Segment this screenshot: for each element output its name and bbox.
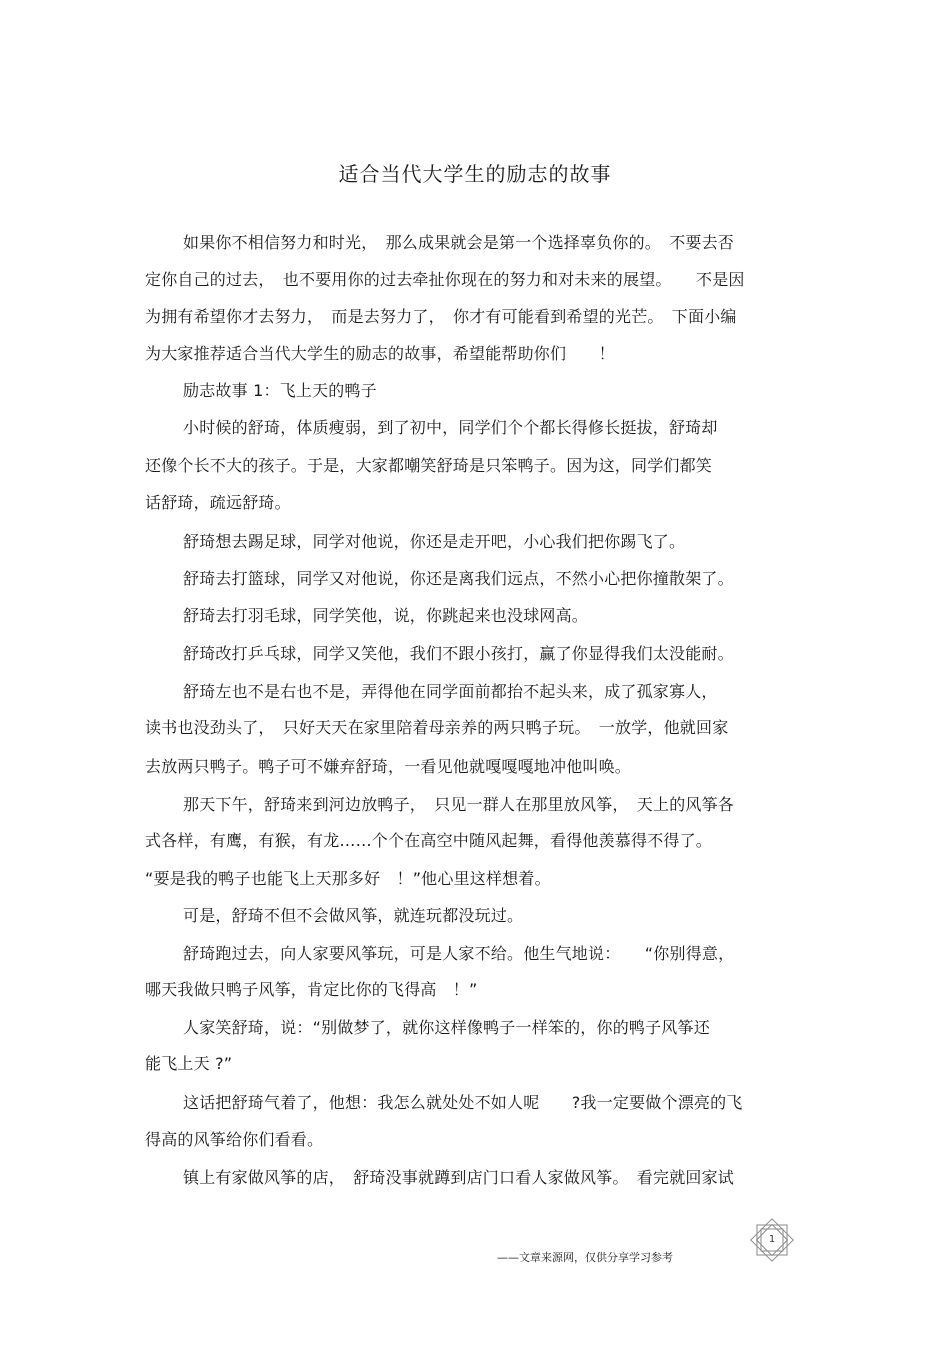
page-number-badge (748, 1218, 796, 1262)
body-line: 定你自己的过去， 也不要用你的过去牵扯你现在的努力和对未来的展望。 不是因 (145, 270, 745, 289)
body-line: 舒琦跑过去，向人家要风筝玩，可是人家不给。他生气地说： “你别得意， (183, 944, 735, 963)
body-line: 镇上有家做风筝的店， 舒琦没事就蹲到店门口看人家做风筝。 看完就回家试 (183, 1168, 735, 1187)
page-number: 1 (768, 1234, 776, 1245)
source-note: ——文章来源网，仅供分享学习参考 (497, 1251, 673, 1264)
body-line: 舒琦左也不是右也不是，弄得他在同学面前都抬不起头来，成了孤家寡人， (183, 682, 718, 701)
body-line: 得高的风筝给你们看看。 (145, 1130, 324, 1149)
body-line: 如果你不相信努力和时光， 那么成果就会是第一个选择辜负你的。 不要去否 (183, 233, 735, 252)
body-line: 读书也没劲头了， 只好天天在家里陪着母亲养的两只鸭子玩。 一放学，他就回家 (145, 718, 729, 737)
body-line: 那天下午，舒琦来到河边放鸭子， 只见一群人在那里放风筝， 天上的风筝各 (183, 795, 735, 814)
document-title: 适合当代大学生的励志的故事 (338, 162, 612, 186)
body-line: “要是我的鸭子也能飞上天那多好 ！”他心里这样想着。 (145, 869, 551, 888)
body-line: 舒琦去打羽毛球，同学笑他，说，你跳起来也没球网高。 (183, 606, 589, 625)
body-line: 能飞上天 ?” (145, 1054, 233, 1073)
body-line: 式各样，有鹰，有猴，有龙……个个在高空中随风起舞，看得他羡慕得不得了。 (145, 831, 713, 850)
body-line: 小时候的舒琦，体质瘦弱，到了初中，同学们个个都长得修长挺拔，舒琦却 (183, 418, 718, 437)
body-line: 舒琦想去踢足球，同学对他说，你还是走开吧，小心我们把你踢飞了。 (183, 532, 686, 551)
section-heading: 励志故事 1：飞上天的鸭子 (183, 381, 377, 400)
body-line: 去放两只鸭子。鸭子可不嫌弃舒琦，一看见他就嘎嘎嘎地冲他叫唤。 (145, 757, 632, 776)
body-line: 人家笑舒琦，说：“别做梦了，就你这样像鸭子一样笨的，你的鸭子风筝还 (183, 1018, 710, 1037)
body-line: 哪天我做只鸭子风筝，肯定比你的飞得高 ！” (145, 980, 478, 999)
body-line: 为大家推荐适合当代大学生的励志的故事，希望能帮助你们 ！ (145, 344, 615, 363)
body-line: 舒琦改打乒乓球，同学又笑他，我们不跟小孩打，赢了你显得我们太没能耐。 (183, 644, 734, 663)
body-line: 为拥有希望你才去努力， 而是去努力了， 你才有可能看到希望的光芒。 下面小编 (145, 307, 737, 326)
body-line: 舒琦去打篮球，同学又对他说，你还是离我们远点，不然小心把你撞散架了。 (183, 569, 734, 588)
body-line: 这话把舒琦气着了，他想：我怎么就处处不如人呢 ?我一定要做个漂亮的飞 (183, 1093, 743, 1112)
body-line: 话舒琦，疏远舒琦。 (145, 493, 291, 512)
body-line: 还像个长不大的孩子。于是，大家都嘲笑舒琦是只笨鸭子。因为这，同学们都笑 (145, 456, 713, 475)
body-line: 可是，舒琦不但不会做风筝，就连玩都没玩过。 (183, 906, 524, 925)
